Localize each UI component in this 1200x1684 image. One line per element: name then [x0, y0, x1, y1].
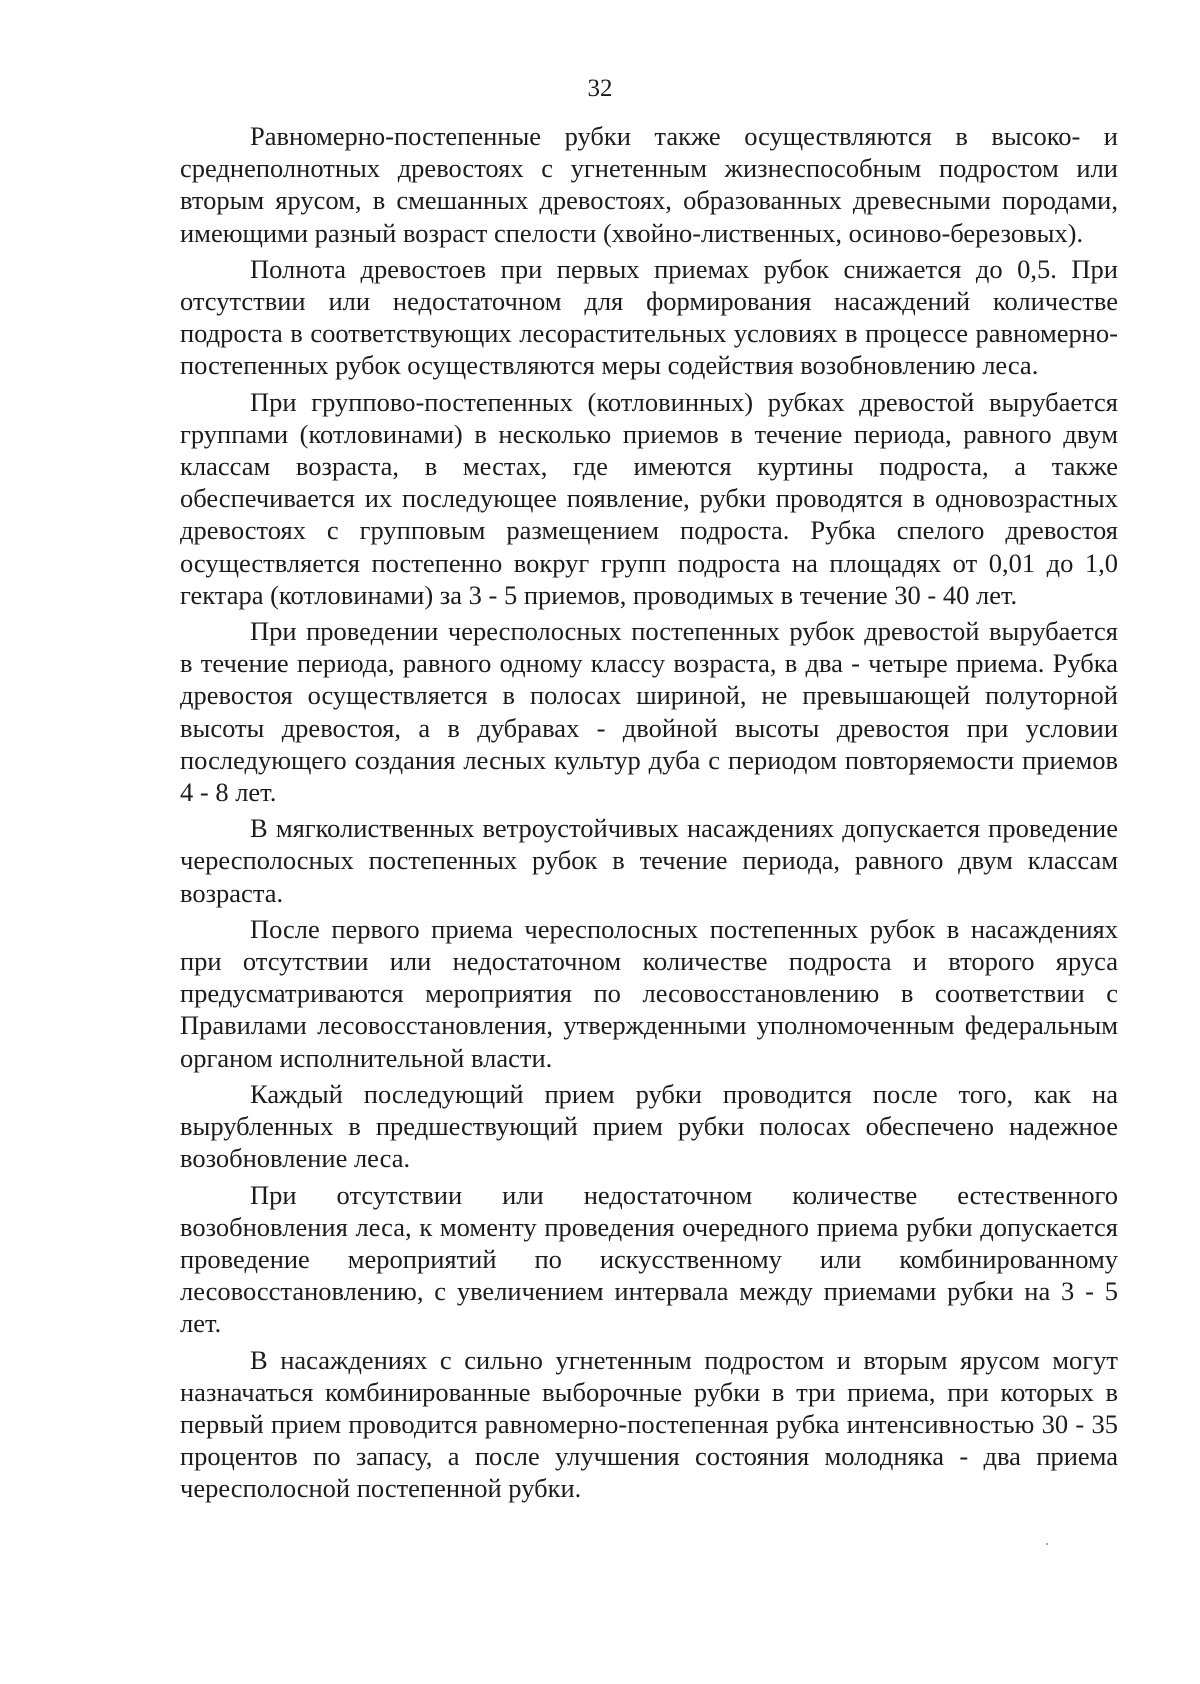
paragraph-combined-selective-cutting: В насаждениях с сильно угнетенным подростом и вторым ярусом могут назначаться комбинированные выборочные рубки в три приема, при которых в первый прием проводится равномерно-постепенная рубка интенсивностью 30 - 35 процентов по запасу, а после улучшения состояния молодняка - два приема чересполосной постепенной рубки.: [180, 1344, 1118, 1504]
paragraph-softwood-stands: В мягколиственных ветроустойчивых насаждениях допускается проведение чересполосных постепенных рубок в течение периода, равного двум классам возраста.: [180, 813, 1118, 908]
paragraph-stand-density: Полнота древостоев при первых приемах рубок снижается до 0,5. При отсутствии или недостаточном для формирования насаждений количестве подроста в соответствующих лесорастительных условиях в процессе равномерно-постепенных рубок осуществляются меры содействия возобновлению леса.: [180, 253, 1118, 381]
paragraph-group-gradual-cutting: При группово-постепенных (котловинных) рубках древостой вырубается группами (котловинами) в несколько приемов в течение периода, равного двум классам возраста, в местах, где имеются куртины подроста, а также обеспечивается их последующее появление, рубки проводятся в одновозрастных древостоях с групповым размещением подроста. Рубка спелого древостоя осуществляется постепенно вокруг групп подроста на площадях от 0,01 до 1,0 гектара (котловинами) за 3 - 5 приемов, проводимых в течение 30 - 40 лет.: [180, 386, 1118, 610]
page-number: 32: [587, 75, 613, 102]
scan-speck: [1046, 1543, 1048, 1545]
document-body: [180, 120, 1118, 1509]
paragraph-strip-gradual-cutting: При проведении чересполосных постепенных рубок древостой вырубается в течение периода, равного одному классу возраста, в два - четыре приема. Рубка древостоя осуществляется в полосах шириной, не превышающей полуторной высоты древостоя, а в дубравах - двойной высоты древостоя при условии последующего создания лесных культур дуба с периодом повторяемости приемов 4 - 8 лет.: [180, 616, 1118, 808]
paragraph-after-first-cut: После первого приема чересполосных постепенных рубок в насаждениях при отсутствии или недостаточном количестве подроста и второго яруса предусматриваются мероприятия по лесовосстановлению в соответствии с Правилами лесовосстановления, утвержденными уполномоченным федеральным органом исполнительной власти.: [180, 913, 1118, 1073]
paragraph-subsequent-cut: Каждый последующий прием рубки проводится после того, как на вырубленных в предшествующий прием рубки полосах обеспечено надежное возобновление леса.: [180, 1078, 1118, 1174]
paragraph-natural-regeneration: При отсутствии или недостаточном количестве естественного возобновления леса, к моменту проведения очередного приема рубки допускается проведение мероприятий по искусственному или комбинированному лесовосстановлению, с увеличением интервала между приемами рубки на 3 - 5 лет.: [180, 1179, 1118, 1339]
paragraph-uniform-gradual-cutting: Равномерно-постепенные рубки также осуществляются в высоко- и среднеполнотных древостоях с угнетенным жизнеспособным подростом или вторым ярусом, в смешанных древостоях, образованных древесными породами, имеющими разный возраст спелости (хвойно-лиственных, осиново-березовых).: [180, 121, 1118, 248]
